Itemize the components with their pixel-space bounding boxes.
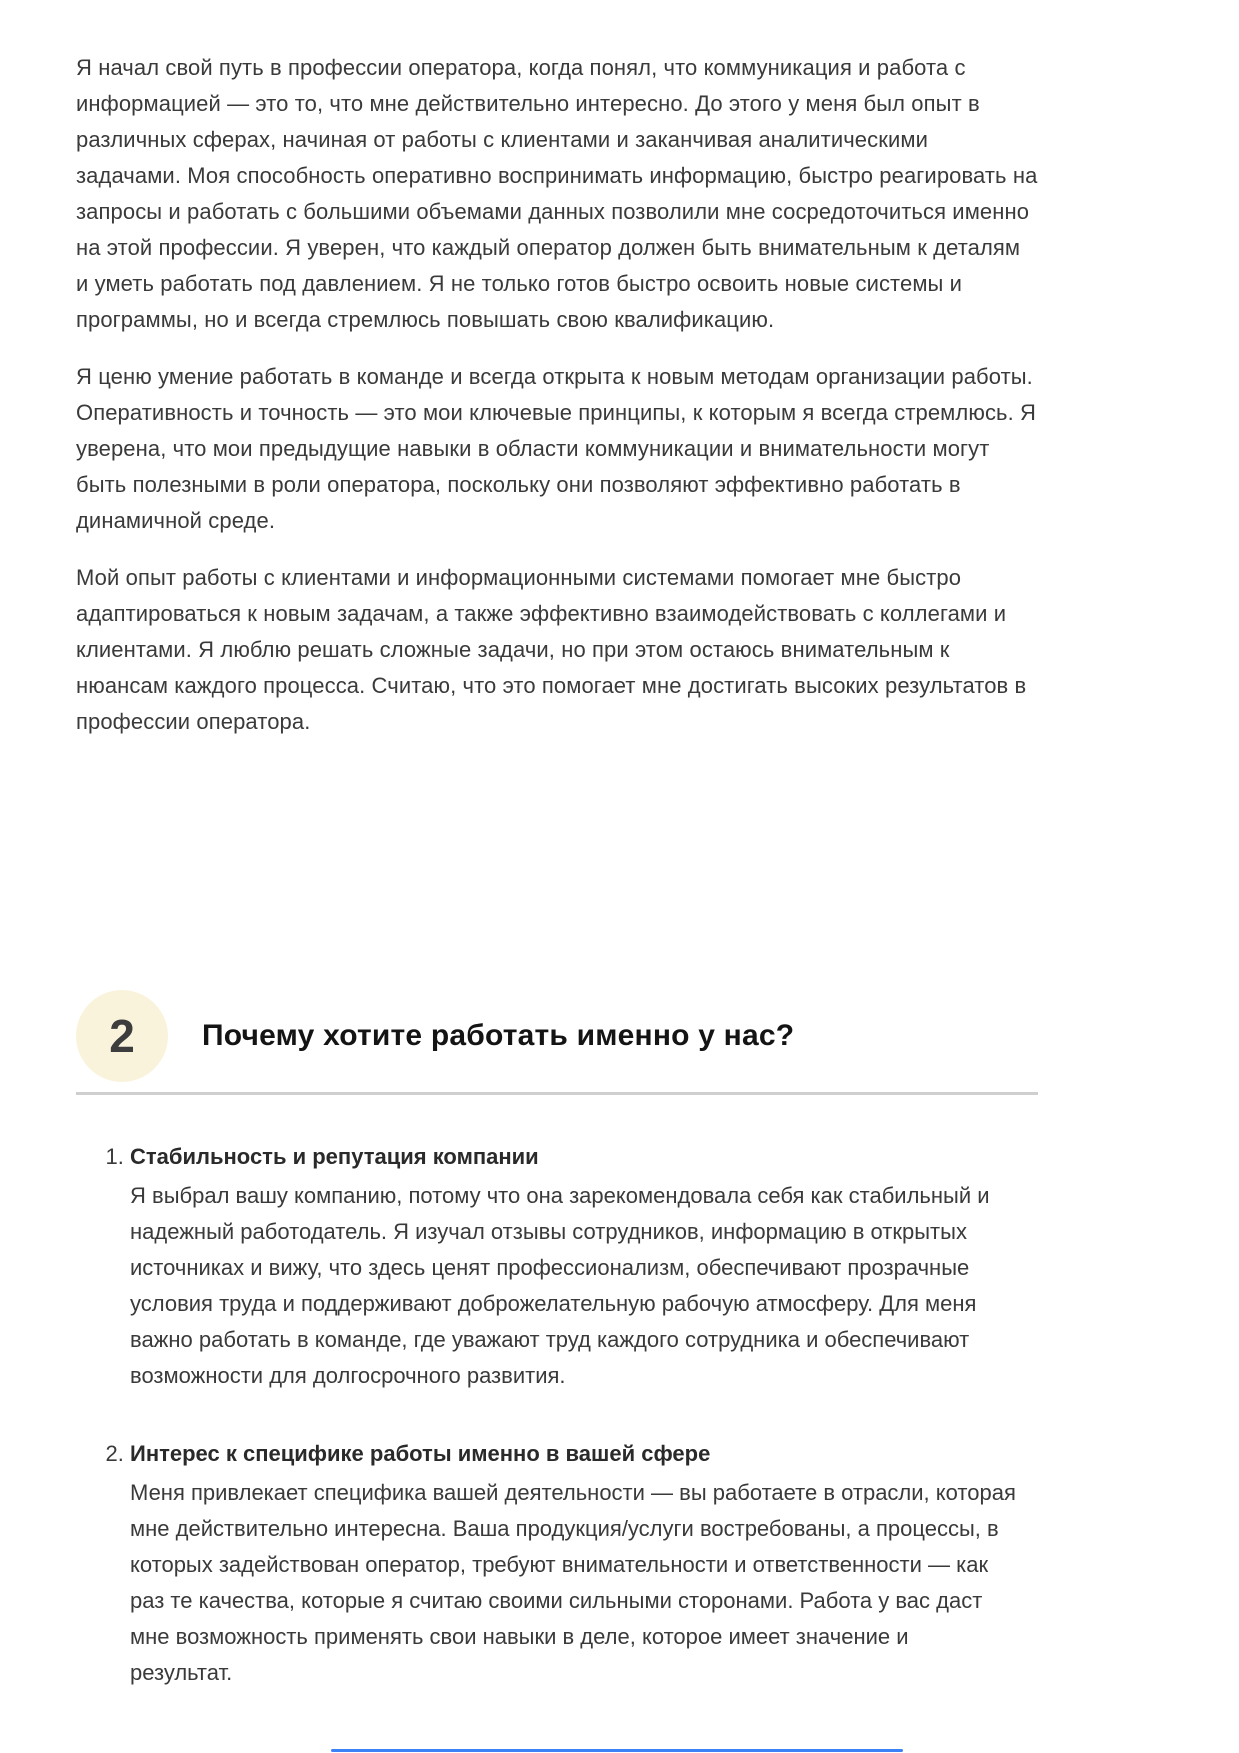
intro-paragraph-2: Я ценю умение работать в команде и всегда открыта к новым методам организации работы. Оперативность и точность — это мои ключевые принципы, к которым я всегда стремлюсь. Я уверена, что мои предыдущие навыки в области коммуникации и внимательности могут быть полезными в роли оператора, поскольку они позволяют эффективно работать в динамичной среде. xyxy=(76,364,1037,533)
question-section xyxy=(76,990,1161,1691)
section-title: Почему хотите работать именно у нас? xyxy=(202,1019,795,1052)
section-number-badge xyxy=(76,990,168,1082)
bottom-accent-bar xyxy=(331,1749,903,1752)
list-item xyxy=(130,1436,1016,1691)
list-item-body: Меня привлекает специфика вашей деятельности — вы работаете в отрасли, которая мне действительно интересна. Ваша продукция/услуги востребованы, а процессы, в которых задействован оператор, требуют внимательности и ответственности — как раз те качества, которые я считаю своими сильными сторонами. Работа у вас даст мне возможность применять свои навыки в деле, которое имеет значение и результат. xyxy=(130,1480,1016,1685)
intro-paragraph-1: Я начал свой путь в профессии оператора, когда понял, что коммуникация и работа с информацией — это то, что мне действительно интересно. До этого у меня был опыт в различных сферах, начиная от работы с клиентами и заканчивая аналитическими задачами. Моя способность оперативно воспринимать информацию, быстро реагировать на запросы и работать с большими объемами данных позволили мне сосредоточиться именно на этой профессии. Я уверен, что каждый оператор должен быть внимательным к деталям и уметь работать под давлением. Я не только готов быстро освоить новые системы и программы, но и всегда стремлюсь повышать свою квалификацию. xyxy=(76,55,1038,332)
list-item xyxy=(130,1139,1016,1394)
list-item-title: 2. Интерес к специфике работы именно в вашей сфере xyxy=(130,1441,711,1466)
reasons-list xyxy=(76,1139,1161,1691)
intro-section xyxy=(76,50,1161,740)
list-item-body: Я выбрал вашу компанию, потому что она зарекомендовала себя как стабильный и надежный работодатель. Я изучал отзывы сотрудников, информацию в открытых источниках и вижу, что здесь ценят профессионализм, обеспечивают прозрачные условия труда и поддерживают доброжелательную рабочую атмосферу. Для меня важно работать в команде, где уважают труд каждого сотрудника и обеспечивают возможности для долгосрочного развития. xyxy=(130,1183,990,1388)
intro-paragraph-3: Мой опыт работы с клиентами и информационными системами помогает мне быстро адаптироваться к новым задачам, а также эффективно взаимодействовать с коллегами и клиентами. Я люблю решать сложные задачи, но при этом остаюсь внимательным к нюансам каждого процесса. Считаю, что это помогает мне достигать высоких результатов в профессии оператора. xyxy=(76,565,1027,734)
section-header xyxy=(76,990,1161,1082)
list-item-title: 1. Стабильность и репутация компании xyxy=(130,1144,539,1169)
section-divider xyxy=(76,1092,1038,1095)
section-number: 2 xyxy=(109,1010,135,1062)
